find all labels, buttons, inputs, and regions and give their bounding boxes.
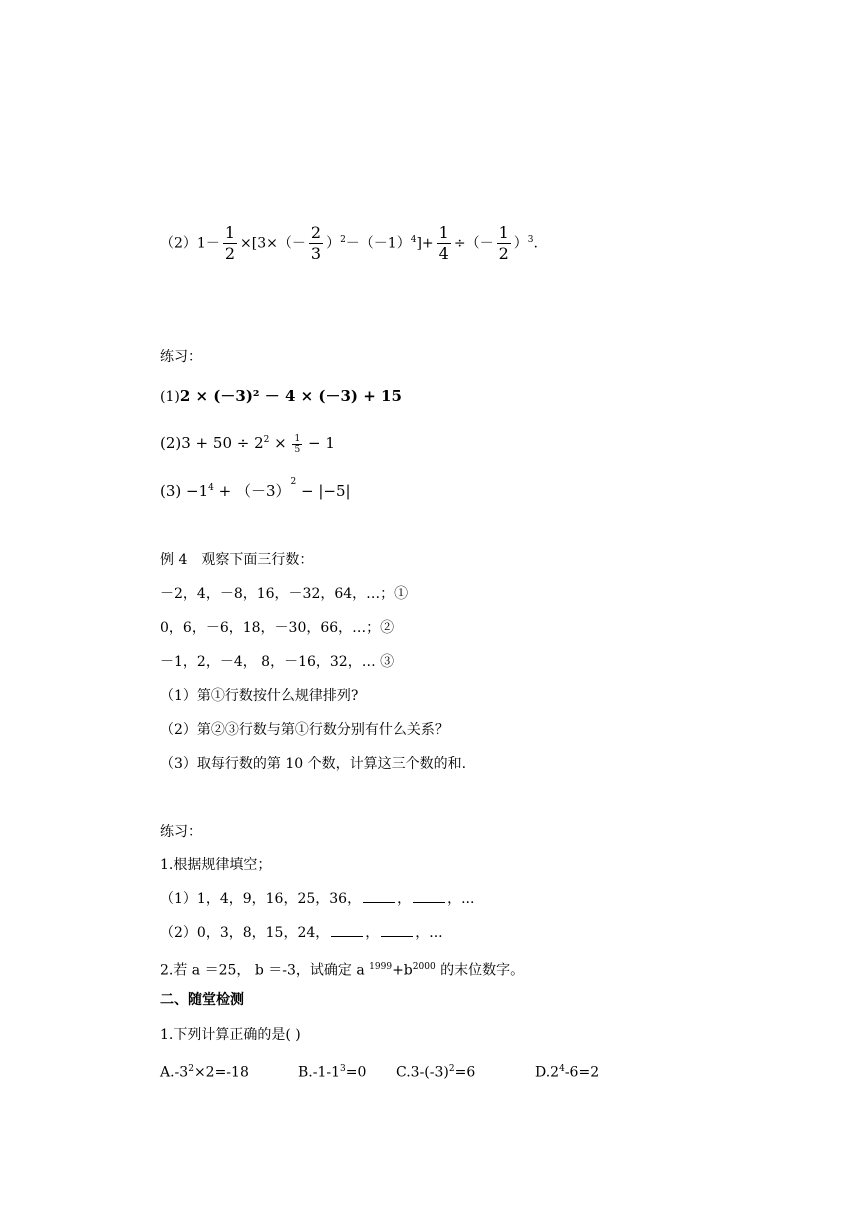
- problem-2-text: ）: [326, 235, 341, 252]
- fraction: [497, 223, 511, 264]
- option-d[interactable]: [535, 1059, 599, 1083]
- sequence-text: ，: [365, 925, 380, 941]
- problem-2-text: －（－1）: [345, 235, 411, 252]
- option-text: ×2=-18: [193, 1064, 249, 1081]
- example-4-question-2: （2）第②③行数与第①行数分别有什么关系？: [160, 722, 449, 738]
- problem-2: [160, 218, 538, 262]
- exponent: 4: [208, 483, 214, 493]
- fraction: [437, 223, 451, 264]
- item-label: (1): [160, 389, 180, 405]
- answer-blank[interactable]: [381, 924, 413, 937]
- exponent: 4: [559, 1064, 565, 1074]
- fraction-denominator: 4: [438, 244, 449, 264]
- option-text: -6=2: [564, 1064, 600, 1081]
- sequence-text: ，: [397, 891, 412, 907]
- practice-1-item-2: [160, 430, 335, 455]
- exponent: 3: [340, 1064, 346, 1074]
- option-text: =6: [454, 1064, 476, 1081]
- sequence-text: （1）1，4，9，16，25，36，: [160, 891, 362, 907]
- practice-2-sequence-1: [160, 889, 474, 909]
- item-text: 的末位数字。: [435, 962, 525, 979]
- practice-1-heading: 练习：: [160, 349, 202, 365]
- fraction-denominator: 5: [294, 444, 301, 455]
- example-4-row-2: 0，6，－6，18，－30，66，…；②: [160, 620, 395, 636]
- practice-1-item-3: [160, 478, 351, 501]
- fraction-denominator: 2: [498, 244, 509, 264]
- problem-2-text: 1－: [196, 235, 220, 252]
- option-b[interactable]: [298, 1059, 366, 1083]
- problem-2-text: .: [533, 235, 538, 252]
- exponent: 2: [448, 1064, 455, 1074]
- exponent: 2: [290, 477, 297, 487]
- sequence-text: （2）0，3，8，15，24，: [160, 925, 330, 941]
- problem-2-label: （2）: [160, 235, 197, 252]
- answer-blank[interactable]: [413, 890, 445, 903]
- option-text: A.-3: [160, 1064, 189, 1081]
- fraction-numerator: 2: [310, 223, 322, 243]
- problem-2-text: ]+: [416, 235, 434, 252]
- fraction: [309, 223, 323, 264]
- math-expression: ×: [269, 434, 292, 452]
- problem-2-text: ）: [513, 235, 528, 252]
- math-expression: + （－3）: [213, 482, 291, 500]
- answer-blank[interactable]: [363, 890, 395, 903]
- fraction-numerator: 1: [438, 223, 449, 243]
- fraction-denominator: 2: [224, 244, 236, 264]
- sequence-text: ，...: [415, 925, 443, 941]
- practice-2-item-2: [160, 957, 524, 981]
- math-expression: −1: [181, 482, 209, 500]
- exponent: 2: [263, 435, 270, 445]
- exponent: 2000: [412, 962, 436, 972]
- math-expression: − |−5|: [296, 482, 351, 500]
- example-4-title: 例 4 观察下面三行数：: [160, 552, 314, 568]
- problem-2-text: ÷（－: [453, 235, 494, 252]
- example-4-row-1: －2，4，－8，16，－32，64，…；①: [160, 586, 409, 602]
- option-c[interactable]: [396, 1059, 475, 1083]
- section-2-question-1: 1.下列计算正确的是( ): [160, 1027, 301, 1043]
- option-text: C.3-(-3): [396, 1064, 449, 1081]
- option-a[interactable]: [160, 1059, 249, 1083]
- fraction: [293, 434, 301, 455]
- practice-2-item-1: 1.根据规律填空；: [160, 857, 272, 873]
- option-text: B.-1-1: [298, 1064, 341, 1081]
- answer-blank[interactable]: [331, 924, 363, 937]
- exponent: 3: [527, 235, 534, 245]
- fraction-numerator: 1: [294, 433, 301, 444]
- section-2-heading: 二、随堂检测: [160, 992, 244, 1008]
- example-4-row-3: －1，2，－4， 8，－16，32，… ③: [160, 654, 395, 670]
- sequence-text: ，...: [447, 891, 475, 907]
- math-expression: − 1: [303, 434, 335, 452]
- item-text: 2.若 a ＝25， b ＝-3，试确定 a: [160, 962, 370, 979]
- exponent: 2: [188, 1064, 194, 1074]
- item-label: (2): [160, 434, 182, 452]
- math-expression: 2 × (－3)² － 4 × (－3) + 15: [179, 387, 402, 405]
- exponent: 4: [410, 235, 417, 245]
- example-4-question-3: （3）取每行数的第 10 个数，计算这三个数的和.: [160, 756, 467, 772]
- option-text: D.2: [535, 1064, 560, 1081]
- practice-2-sequence-2: [160, 923, 443, 943]
- fraction-numerator: 1: [224, 223, 236, 243]
- math-expression: 3 + 50 ÷ 2: [181, 434, 264, 452]
- exponent: 2: [340, 235, 346, 245]
- fraction: [223, 223, 237, 264]
- practice-2-heading: 练习：: [160, 824, 202, 840]
- example-4-question-1: （1）第①行数按什么规律排列?: [160, 688, 359, 704]
- problem-2-text: ×[3×（－: [240, 235, 306, 252]
- practice-1-item-1: [160, 386, 402, 407]
- option-text: =0: [345, 1064, 367, 1081]
- item-label: (3): [160, 482, 182, 500]
- fraction-denominator: 3: [310, 244, 322, 264]
- exponent: 1999: [369, 962, 393, 972]
- fraction-numerator: 1: [498, 223, 509, 243]
- item-text: +b: [392, 962, 413, 979]
